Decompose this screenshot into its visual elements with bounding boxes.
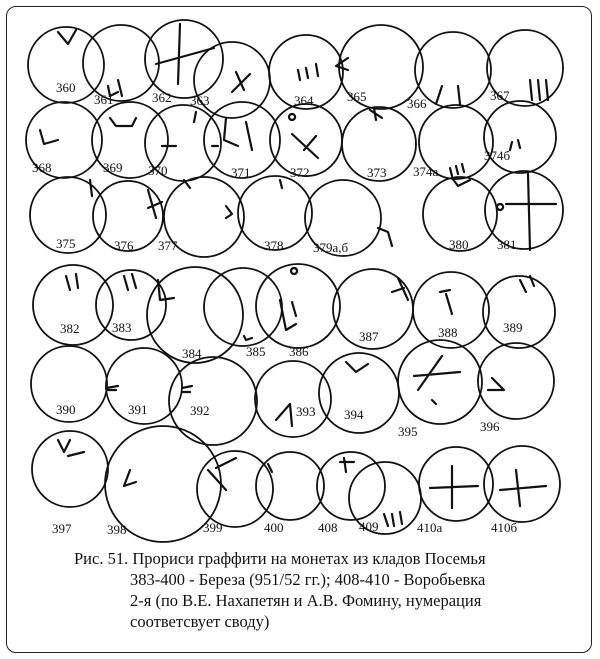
coin-410а (419, 447, 493, 521)
coin-number-label: 393 (296, 404, 316, 419)
coin-outline (484, 446, 560, 522)
graffiti-mark (346, 362, 368, 372)
graffiti-mark (450, 164, 464, 176)
coin-number-label: 396 (480, 419, 500, 434)
coin-number-label: 379а,б (313, 240, 349, 255)
coin-number-label: 390 (56, 402, 76, 417)
coin-number-label: 362 (152, 90, 172, 105)
coin-outline (256, 264, 340, 348)
coin-number-label: 367 (490, 88, 510, 103)
coin-number-label: 375 (56, 236, 76, 251)
coin-number-label: 398 (107, 522, 127, 537)
graffiti-mark (184, 180, 232, 218)
graffiti-mark (66, 274, 78, 290)
coin-number-label: 372 (290, 165, 310, 180)
graffiti-mark (232, 72, 250, 92)
graffiti-mark (430, 466, 478, 508)
graffiti-mark (384, 512, 402, 526)
coin-number-label: 385 (246, 344, 266, 359)
coin-number-label: 360 (56, 80, 76, 95)
coin-number-label: 361 (94, 92, 114, 107)
coin-outline (419, 447, 493, 521)
coin-392 (169, 357, 257, 445)
coin-number-label: 364 (294, 93, 314, 108)
coin-number-label: 383 (112, 320, 132, 335)
coin-number-label: 381 (497, 237, 517, 252)
coin-410б (484, 446, 560, 522)
coin-outline (145, 20, 223, 98)
coin-number-label: 373 (367, 165, 387, 180)
coin-number-label: 365 (347, 89, 367, 104)
coin-number-label: 410а (417, 520, 443, 535)
coin-399 (197, 451, 273, 527)
coin-number-label: 392 (190, 403, 210, 418)
coin-number-label: 409 (359, 519, 379, 534)
coin-number-label: 394 (344, 407, 364, 422)
caption-line-1: Рис. 51. Прориси граффити на монетах из кладов Посемья (74, 549, 486, 568)
coin-number-label: 369 (103, 160, 123, 175)
graffiti-mark (378, 228, 392, 246)
figure-caption (74, 548, 574, 632)
graffiti-mark (510, 140, 520, 150)
coin-397 (32, 431, 108, 507)
graffiti-mark (500, 470, 546, 506)
coin-362 (145, 20, 223, 98)
caption-line-3: 2-я (по В.Е. Нахапетян и А.В. Фомину, нумерация (130, 591, 482, 610)
graffiti-mark (298, 64, 318, 80)
coin-number-label: 391 (128, 402, 148, 417)
coin-number-label: 376 (114, 238, 134, 253)
coin-number-label: 374б (484, 148, 511, 163)
coin-number-label: 380 (449, 237, 469, 252)
coin-number-label: 382 (60, 321, 80, 336)
coin-outline (483, 276, 555, 348)
coin-number-label: 371 (231, 165, 251, 180)
coin-number-label: 408 (318, 520, 338, 535)
coin-number-label: 374а (413, 164, 439, 179)
graffiti-mark (280, 268, 297, 330)
coin-number-label: 397 (52, 521, 72, 536)
graffiti-mark (110, 118, 136, 126)
graffiti-mark (436, 86, 460, 104)
coin-outline (398, 340, 482, 424)
graffiti-mark (208, 458, 236, 490)
coin-outline (256, 452, 324, 520)
coin-number-label: 363 (190, 93, 210, 108)
graffiti-mark (520, 276, 534, 292)
graffiti-mark (40, 130, 58, 144)
coin-389 (483, 276, 555, 348)
coin-395 (398, 340, 482, 424)
graffiti-mark (58, 440, 84, 456)
coin-outline (197, 451, 273, 527)
coin-396 (478, 343, 554, 419)
coin-number-label: 387 (359, 329, 379, 344)
graffiti-mark (276, 404, 292, 426)
caption-line-4: соответсвует своду) (130, 612, 270, 631)
graffiti-mark (106, 386, 118, 390)
coin-number-label: 388 (438, 325, 458, 340)
coin-number-label: 399 (203, 520, 223, 535)
graffiti-mark (224, 118, 252, 150)
graffiti-mark (530, 80, 548, 100)
coin-386 (256, 264, 340, 348)
graffiti-mark (90, 180, 92, 196)
coin-number-label: 410б (491, 520, 518, 535)
graffiti-mark (124, 274, 136, 290)
graffiti-mark (58, 30, 76, 44)
graffiti-mark (392, 278, 408, 300)
graffiti-mark (244, 336, 252, 340)
caption-line-2: 383-400 - Береза (951/52 гг.); 408-410 - Воробьевка (130, 570, 486, 589)
coin-outline (478, 343, 554, 419)
coin-number-label: 368 (32, 160, 52, 175)
coin-number-label: 386 (289, 344, 309, 359)
coin-400 (256, 452, 324, 520)
coin-number-label: 400 (264, 520, 284, 535)
graffiti-mark (280, 180, 282, 188)
coin-number-label: 366 (407, 96, 427, 111)
coin-outline (169, 357, 257, 445)
coin-number-label: 395 (398, 424, 418, 439)
graffiti-mark (440, 290, 452, 314)
graffiti-mark (182, 386, 192, 392)
coin-number-label: 389 (503, 320, 523, 335)
graffiti-mark (124, 470, 136, 486)
coin-number-label: 384 (182, 346, 202, 361)
graffiti-mark (414, 356, 460, 404)
coin-number-label: 377 (158, 238, 178, 253)
graffiti-mark (340, 458, 354, 472)
graffiti-mark (289, 114, 318, 158)
coin-number-label: 378 (264, 238, 284, 253)
graffiti-mark (488, 378, 504, 390)
coin-number-label: 370 (148, 163, 168, 178)
coin-361 (83, 25, 159, 101)
